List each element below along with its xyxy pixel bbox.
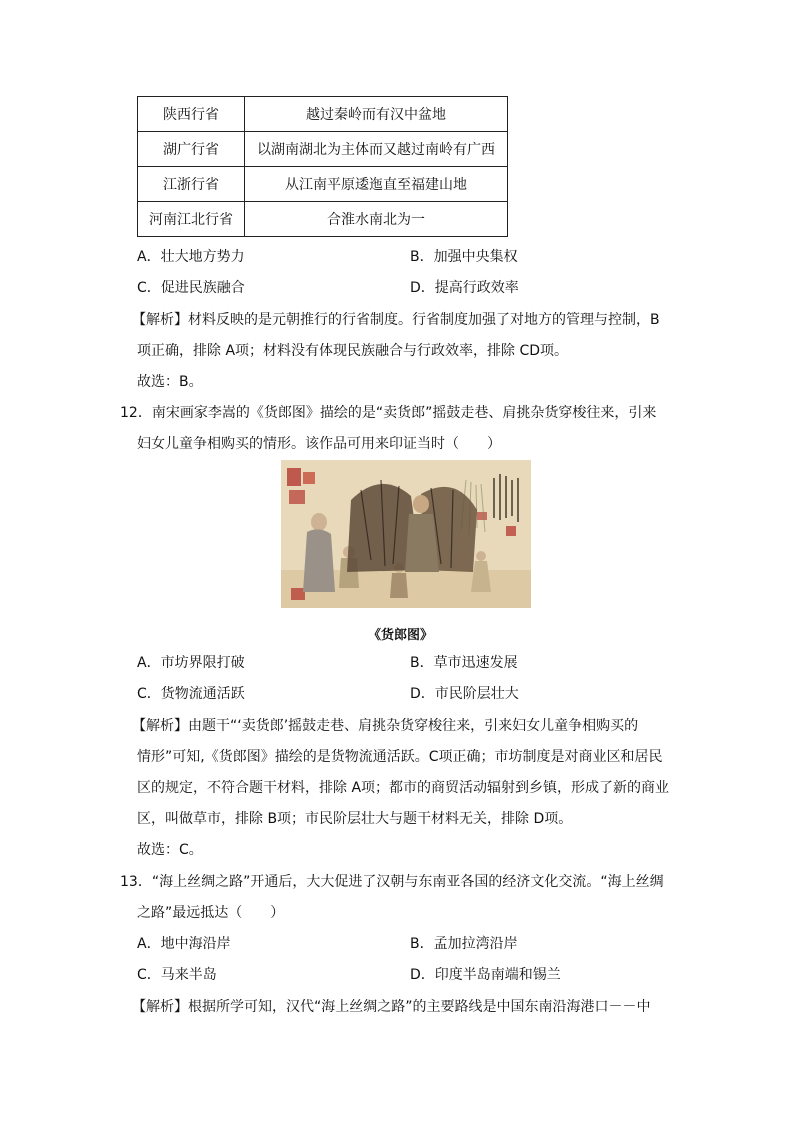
q12-answer: 故选：C。 bbox=[137, 842, 203, 858]
province-cell: 河南江北行省 bbox=[138, 202, 245, 237]
painting-caption: 《货郎图》 bbox=[368, 628, 434, 643]
q12-explanation-line: 情形”可知,《货郎图》描绘的是货物流通活跃。C项正确；市坊制度是对商业区和居民 bbox=[137, 749, 663, 765]
province-cell: 湖广行省 bbox=[138, 132, 245, 167]
table-row bbox=[138, 202, 508, 237]
q11-option-a: A．壮大地方势力 bbox=[137, 249, 245, 265]
province-table bbox=[137, 96, 508, 237]
q12-stem-line: 12．南宋画家李嵩的《货郎图》描绘的是“卖货郎”摇鼓走巷、肩挑杂货穿梭往来，引来 bbox=[120, 405, 657, 421]
q11-answer: 故选：B。 bbox=[137, 374, 203, 390]
q12-explanation-line: 区的规定，不符合题干材料，排除 A项；都市的商贸活动辐射到乡镇，形成了新的商业 bbox=[137, 780, 670, 796]
q13-option-a: A．地中海沿岸 bbox=[137, 936, 231, 952]
painting-illustration bbox=[281, 460, 531, 608]
q12-option-a: A．市坊界限打破 bbox=[137, 655, 245, 671]
description-cell: 从江南平原逶迤直至福建山地 bbox=[245, 167, 508, 202]
province-cell: 江浙行省 bbox=[138, 167, 245, 202]
q11-explanation-line: 【解析】材料反映的是元朝推行的行省制度。行省制度加强了对地方的管理与控制，B bbox=[132, 312, 660, 328]
q13-stem-line: 之路”最远抵达（ ） bbox=[137, 905, 285, 921]
q11-option-d: D．提高行政效率 bbox=[410, 280, 519, 296]
q12-option-b: B．草市迅速发展 bbox=[410, 655, 518, 671]
q12-option-d: D．市民阶层壮大 bbox=[410, 686, 519, 702]
q13-option-b: B．孟加拉湾沿岸 bbox=[410, 936, 518, 952]
q11-option-b: B．加强中央集权 bbox=[410, 249, 518, 265]
description-cell: 越过秦岭而有汉中盆地 bbox=[245, 97, 508, 132]
q11-option-c: C．促进民族融合 bbox=[137, 280, 245, 296]
table-row bbox=[138, 167, 508, 202]
table-row bbox=[138, 132, 508, 167]
q12-explanation-line: 区，叫做草市，排除 B项；市民阶层壮大与题干材料无关，排除 D项。 bbox=[137, 811, 573, 827]
q13-option-c: C．马来半岛 bbox=[137, 967, 217, 983]
q13-explanation-line: 【解析】根据所学可知，汉代“海上丝绸之路”的主要路线是中国东南沿海港口－－中 bbox=[132, 999, 651, 1015]
q12-explanation-line: 【解析】由题干“‘卖货郎’摇鼓走巷、肩挑杂货穿梭往来，引来妇女儿童争相购买的 bbox=[132, 718, 639, 734]
q12-option-c: C．货物流通活跃 bbox=[137, 686, 245, 702]
q13-stem-line: 13．“海上丝绸之路”开通后，大大促进了汉朝与东南亚各国的经济文化交流。“海上丝绸 bbox=[120, 874, 664, 890]
q11-explanation-line: 项正确，排除 A项；材料没有体现民族融合与行政效率，排除 CD项。 bbox=[137, 343, 569, 359]
q12-stem-line: 妇女儿童争相购买的情形。该作品可用来印证当时（ ） bbox=[137, 436, 501, 452]
description-cell: 以湖南湖北为主体而又越过南岭有广西 bbox=[245, 132, 508, 167]
description-cell: 合淮水南北为一 bbox=[245, 202, 508, 237]
province-cell: 陕西行省 bbox=[138, 97, 245, 132]
q13-option-d: D．印度半岛南端和锡兰 bbox=[410, 967, 561, 983]
table-row bbox=[138, 97, 508, 132]
huolang-painting bbox=[281, 460, 531, 608]
